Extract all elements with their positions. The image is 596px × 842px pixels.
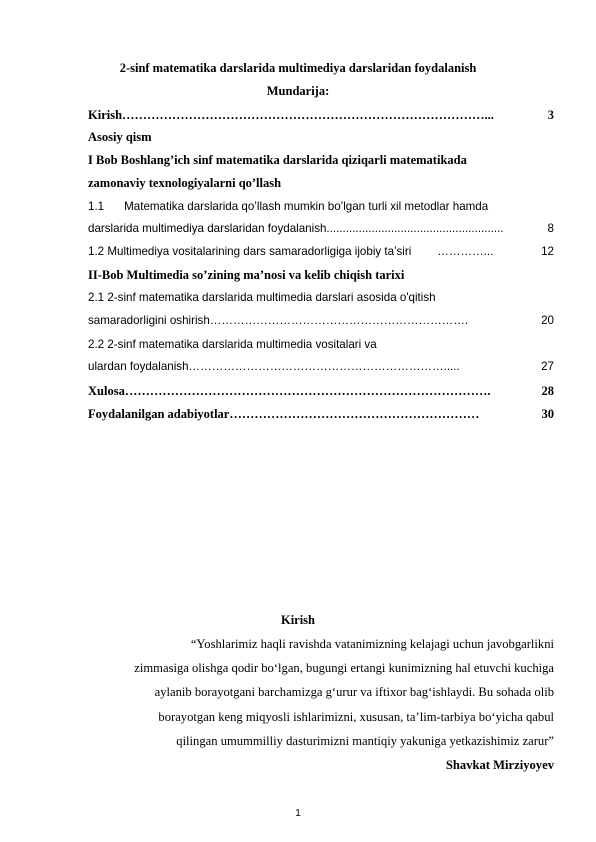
epigraph-author: Shavkat Mirziyoyev bbox=[445, 758, 554, 772]
toc-section-1-1-title-cont: darslarida multimediya darslaridan foydalanish....................................................... bbox=[88, 222, 504, 235]
toc-conclusion[interactable] bbox=[88, 383, 554, 399]
toc-references-label: Foydalanilgan adabiyotlar…………………………………………………… bbox=[88, 407, 480, 421]
toc-section-1-2-leader: …………... bbox=[437, 245, 494, 258]
toc-section-1-2-title: 1.2 Multimediya vositalarining dars samaradorligiga ijobiy ta’siri bbox=[88, 245, 412, 258]
toc-section-2-1-page: 20 bbox=[541, 314, 554, 327]
toc-section-2-2-line2[interactable] bbox=[88, 359, 554, 375]
epigraph-line-4: borayotgan keng miqyosli ishlarimizni, xususan, ta’lim-tarbiya bo‘yicha qabul bbox=[158, 710, 554, 724]
epigraph-line-3: aylanib borayotgani barchamizga g‘urur va iftixor bag‘ishlaydi. Bu sohada olib bbox=[154, 685, 554, 699]
toc-references-page: 30 bbox=[541, 407, 554, 421]
toc-chapter1-title-line2[interactable]: zamonaviy texnologiyalarni qo’llash bbox=[88, 176, 282, 190]
toc-section-2-1-line1[interactable]: 2.1 2-sinf matematika darslarida multimedia darslari asosida o'qitish bbox=[88, 291, 436, 304]
toc-intro[interactable] bbox=[88, 107, 554, 123]
toc-conclusion-label: Xulosa……………………………………………………………………………. bbox=[88, 384, 491, 398]
toc-section-1-1-page: 8 bbox=[547, 222, 554, 235]
toc-conclusion-page: 28 bbox=[541, 384, 554, 398]
toc-section-2-1-line2[interactable] bbox=[88, 313, 554, 329]
document-title: 2-sinf matematika darslarida multimediya darslaridan foydalanish bbox=[119, 61, 477, 75]
page-number: 1 bbox=[295, 808, 301, 819]
toc-chapter2-title[interactable]: II-Bob Multimedia so’zining ma’nosi va kelib chiqish tarixi bbox=[88, 268, 405, 282]
toc-section-1-2[interactable] bbox=[88, 244, 554, 260]
toc-section-1-1-line1[interactable] bbox=[88, 199, 554, 215]
epigraph-line-5: qilingan umummilliy dasturimizni mantiqiy yakuniga yetkazishimiz zarur” bbox=[176, 734, 554, 748]
epigraph-line-1: “Yoshlarimiz haqli ravishda vatanimizning kelajagi uchun javobgarlikni bbox=[190, 637, 554, 651]
contents-heading: Mundarija: bbox=[266, 84, 330, 98]
toc-intro-leader: ……………………………………………………………………………... bbox=[122, 108, 494, 122]
toc-chapter1-title-line1[interactable]: I Bob Boshlang’ich sinf matematika darslarida qiziqarli matematikada bbox=[88, 153, 467, 167]
toc-section-2-2-page: 27 bbox=[541, 360, 554, 373]
toc-references[interactable] bbox=[88, 406, 554, 422]
toc-main-part: Asosiy qism bbox=[88, 130, 152, 144]
toc-section-1-2-page: 12 bbox=[541, 245, 554, 258]
toc-section-1-1-line2[interactable] bbox=[88, 221, 554, 237]
toc-intro-label: Kirish bbox=[88, 108, 123, 122]
epigraph-line-2: zimmasiga olishga qodir bo‘lgan, bugungi ertangi kunimizning hal etuvchi kuchiga bbox=[134, 661, 554, 675]
toc-section-1-1-number: 1.1 bbox=[88, 200, 105, 213]
toc-section-2-1-title-cont: samaradorligini oshirish…………………………………………………………. bbox=[88, 314, 469, 327]
toc-section-1-1-title: Matematika darslarida qo’llash mumkin bo’lgan turli xil metodlar hamda bbox=[124, 200, 489, 213]
intro-heading: Kirish bbox=[280, 613, 316, 627]
toc-intro-page: 3 bbox=[547, 108, 554, 122]
toc-section-2-2-line1[interactable]: 2.2 2-sinf matematika darslarida multimedia vositalari va bbox=[88, 338, 377, 351]
toc-section-2-2-title-cont: ulardan foydalanish…………………………………………………………..... bbox=[88, 360, 460, 373]
